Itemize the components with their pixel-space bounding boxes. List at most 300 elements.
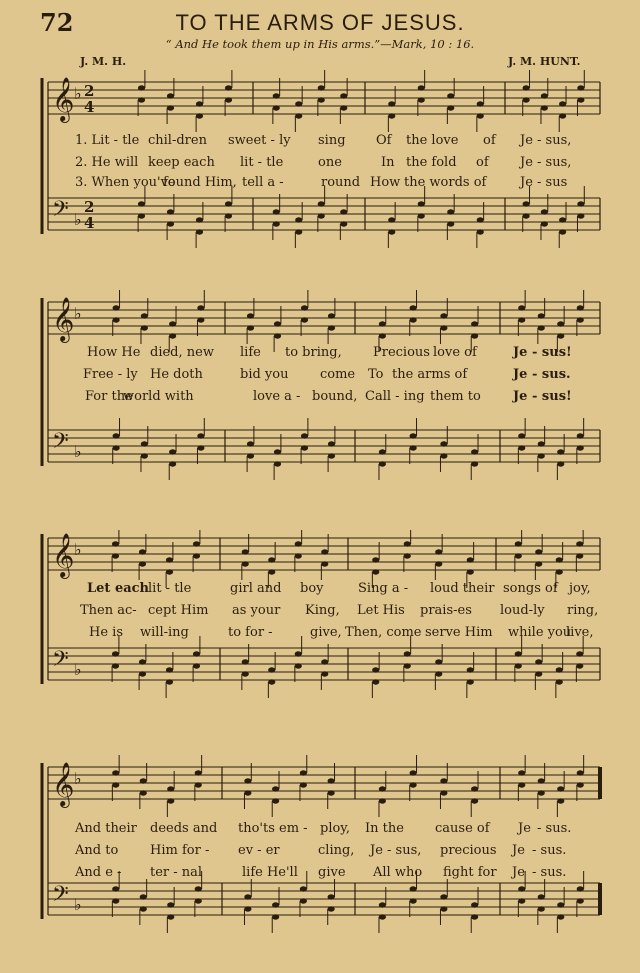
notehead [169, 449, 176, 454]
syllable: boy [300, 581, 324, 596]
syllable: He is [89, 625, 123, 640]
syllable: to for - [228, 625, 273, 640]
notehead [538, 313, 545, 318]
syllable: How He [87, 345, 141, 360]
notehead [318, 213, 325, 218]
notehead [272, 914, 279, 919]
notehead [112, 898, 119, 903]
notehead [112, 651, 119, 656]
notehead [541, 93, 548, 98]
notehead [576, 541, 583, 546]
syllable: life He'll [242, 865, 298, 880]
syllable: In the [365, 821, 404, 836]
syllable: Call - ing [365, 389, 425, 404]
notehead [538, 894, 545, 899]
notehead [557, 449, 564, 454]
syllable: deeds and [150, 821, 218, 836]
syllable: Him for - [150, 843, 210, 858]
syllable: died, new [150, 345, 214, 360]
notehead [515, 541, 522, 546]
syllable: live, [566, 625, 594, 640]
syllable: lit - tle [148, 581, 192, 596]
syllable: 1. Lit - tle [75, 133, 140, 148]
notehead [404, 663, 411, 668]
syllable: serve Him [425, 625, 493, 640]
notehead [410, 782, 417, 787]
notehead [440, 790, 447, 795]
lyricist-credit: J. M. H. [80, 55, 127, 68]
notehead [471, 461, 478, 466]
notehead [577, 445, 584, 450]
syllable: of [483, 133, 496, 148]
syllable: Je [512, 843, 525, 858]
notehead [295, 541, 302, 546]
notehead [112, 541, 119, 546]
treble-clef-icon: 𝄞 [52, 533, 75, 577]
notehead [471, 786, 478, 791]
syllable: of [476, 155, 489, 170]
notehead [379, 449, 386, 454]
notehead [440, 325, 447, 330]
notehead [138, 97, 145, 102]
notehead [541, 105, 548, 110]
notehead [467, 569, 474, 574]
notehead [247, 441, 254, 446]
notehead [340, 221, 347, 226]
syllable: And to [75, 843, 119, 858]
notehead [247, 313, 254, 318]
syllable: songs of [503, 581, 558, 596]
notehead [193, 541, 200, 546]
notehead [388, 229, 395, 234]
notehead [372, 557, 379, 562]
notehead [328, 313, 335, 318]
notehead [535, 659, 542, 664]
notehead [535, 561, 542, 566]
notehead [112, 553, 119, 558]
bass-clef-icon: 𝄢 [52, 429, 69, 459]
bass-clef-icon: 𝄢 [52, 197, 69, 227]
notehead [141, 325, 148, 330]
syllable: while you [508, 625, 572, 640]
notehead [556, 667, 563, 672]
notehead [244, 906, 251, 911]
notehead [225, 201, 232, 206]
notehead [576, 663, 583, 668]
syllable: bid you [240, 367, 289, 382]
notehead [471, 914, 478, 919]
notehead [113, 445, 120, 450]
notehead [295, 113, 302, 118]
syllable: Je - sus, [520, 133, 572, 148]
notehead [244, 790, 251, 795]
scripture-epigraph: “ And He took them up in His arms.”—Mark, 10 : 16. [165, 37, 475, 51]
flat-icon: ♭ [74, 540, 82, 559]
notehead [410, 305, 417, 310]
notehead [435, 561, 442, 566]
notehead [195, 782, 202, 787]
notehead [300, 770, 307, 775]
notehead [244, 894, 251, 899]
notehead [318, 201, 325, 206]
flat-icon: ♭ [74, 210, 82, 229]
notehead [167, 221, 174, 226]
syllable: Precious [373, 345, 430, 360]
flat-icon: ♭ [74, 442, 82, 461]
time-signature-bottom: 4 [84, 98, 95, 116]
notehead [167, 93, 174, 98]
syllable: love a - [253, 389, 301, 404]
notehead [167, 902, 174, 907]
syllable: To [368, 367, 384, 382]
notehead [169, 333, 176, 338]
notehead [447, 221, 454, 226]
music-system-1 [0, 70, 640, 250]
notehead [515, 663, 522, 668]
notehead [197, 433, 204, 438]
notehead [295, 229, 302, 234]
notehead [340, 209, 347, 214]
notehead [274, 461, 281, 466]
notehead [140, 790, 147, 795]
notehead [538, 778, 545, 783]
notehead [418, 213, 425, 218]
syllable: Let His [357, 603, 405, 618]
notehead [518, 445, 525, 450]
syllable: Je [513, 389, 528, 404]
syllable: Of [376, 133, 392, 148]
notehead [388, 101, 395, 106]
time-signature-bottom: 4 [84, 214, 95, 232]
notehead [328, 453, 335, 458]
hymn-title: TO THE ARMS OF JESUS. [175, 10, 465, 35]
syllable: the arms of [392, 367, 468, 382]
flat-icon: ♭ [74, 84, 82, 103]
notehead [242, 671, 249, 676]
notehead [197, 445, 204, 450]
notehead [440, 894, 447, 899]
syllable: Je - sus, [520, 155, 572, 170]
notehead [577, 317, 584, 322]
notehead [404, 553, 411, 558]
notehead [295, 663, 302, 668]
syllable: - sus! [532, 389, 572, 404]
notehead [138, 201, 145, 206]
notehead [471, 902, 478, 907]
notehead [138, 213, 145, 218]
notehead [404, 541, 411, 546]
notehead [139, 561, 146, 566]
bass-clef-icon: 𝄢 [52, 882, 69, 912]
notehead [167, 786, 174, 791]
syllable: Then ac- [80, 603, 137, 618]
syllable: give [318, 865, 346, 880]
notehead [541, 221, 548, 226]
flat-icon: ♭ [74, 304, 82, 323]
notehead [193, 651, 200, 656]
notehead [140, 894, 147, 899]
notehead [141, 441, 148, 446]
notehead [418, 97, 425, 102]
syllable: - sus! [532, 345, 572, 360]
syllable: ploy, [320, 821, 351, 836]
notehead [577, 886, 584, 891]
notehead [196, 101, 203, 106]
notehead [273, 221, 280, 226]
syllable: fight for [443, 865, 497, 880]
notehead [538, 325, 545, 330]
syllable: 2. He will [75, 155, 139, 170]
syllable: them to [430, 389, 481, 404]
notehead [557, 902, 564, 907]
notehead [340, 105, 347, 110]
notehead [340, 93, 347, 98]
notehead [295, 553, 302, 558]
notehead [167, 798, 174, 803]
notehead [518, 317, 525, 322]
notehead [247, 325, 254, 330]
syllable: All who [373, 865, 423, 880]
notehead [577, 201, 584, 206]
notehead [112, 886, 119, 891]
notehead [418, 85, 425, 90]
notehead [113, 433, 120, 438]
syllable: 3. When you've [75, 175, 176, 190]
syllable: love of [433, 345, 477, 360]
syllable: Je - sus [520, 175, 568, 190]
notehead [139, 659, 146, 664]
notehead [225, 85, 232, 90]
notehead [477, 101, 484, 106]
syllable: ev - er [238, 843, 280, 858]
notehead [576, 651, 583, 656]
notehead [301, 317, 308, 322]
notehead [467, 557, 474, 562]
notehead [242, 561, 249, 566]
notehead [140, 906, 147, 911]
syllable: Je [518, 821, 531, 836]
notehead [112, 770, 119, 775]
notehead [556, 679, 563, 684]
notehead [379, 786, 386, 791]
notehead [557, 786, 564, 791]
notehead [435, 549, 442, 554]
syllable: In [381, 155, 395, 170]
score-staves [0, 290, 640, 480]
notehead [328, 325, 335, 330]
notehead [193, 663, 200, 668]
notehead [295, 217, 302, 222]
notehead [139, 671, 146, 676]
notehead [535, 549, 542, 554]
notehead [471, 333, 478, 338]
notehead [328, 790, 335, 795]
notehead [272, 798, 279, 803]
time-signature-top: 2 [84, 82, 95, 100]
notehead [167, 209, 174, 214]
notehead [447, 93, 454, 98]
notehead [404, 651, 411, 656]
syllable: tell a - [242, 175, 284, 190]
notehead [300, 782, 307, 787]
syllable: Free - ly [83, 367, 138, 382]
notehead [538, 790, 545, 795]
notehead [141, 453, 148, 458]
syllable: chil-dren [148, 133, 207, 148]
notehead [557, 461, 564, 466]
notehead [556, 557, 563, 562]
notehead [169, 461, 176, 466]
notehead [518, 433, 525, 438]
notehead [576, 553, 583, 558]
notehead [410, 445, 417, 450]
notehead [167, 105, 174, 110]
notehead [557, 798, 564, 803]
notehead [379, 902, 386, 907]
notehead [435, 671, 442, 676]
notehead [140, 778, 147, 783]
notehead [169, 321, 176, 326]
notehead [388, 113, 395, 118]
flat-icon: ♭ [74, 660, 82, 679]
notehead [440, 313, 447, 318]
notehead [577, 782, 584, 787]
syllable: bound, [312, 389, 358, 404]
syllable: Then, come [345, 625, 422, 640]
notehead [471, 449, 478, 454]
notehead [518, 770, 525, 775]
syllable: tho'ts em - [238, 821, 308, 836]
notehead [138, 85, 145, 90]
syllable: cling, [318, 843, 355, 858]
notehead [372, 667, 379, 672]
notehead [274, 333, 281, 338]
notehead [379, 333, 386, 338]
flat-icon: ♭ [74, 895, 82, 914]
syllable: to bring, [285, 345, 342, 360]
notehead [467, 679, 474, 684]
syllable: Je - sus, [370, 843, 422, 858]
notehead [274, 321, 281, 326]
notehead [328, 906, 335, 911]
notehead [577, 85, 584, 90]
notehead [295, 651, 302, 656]
notehead [268, 557, 275, 562]
notehead [410, 886, 417, 891]
music-system-2 [0, 290, 640, 480]
notehead [577, 97, 584, 102]
flat-icon: ♭ [74, 769, 82, 788]
notehead [321, 671, 328, 676]
notehead [538, 441, 545, 446]
notehead [225, 213, 232, 218]
syllable: - sus. [532, 843, 567, 858]
notehead [166, 679, 173, 684]
notehead [197, 305, 204, 310]
syllable: loud their [430, 581, 495, 596]
bass-clef-icon: 𝄢 [52, 647, 69, 677]
notehead [557, 333, 564, 338]
notehead [112, 663, 119, 668]
syllable: cause of [435, 821, 490, 836]
notehead [242, 659, 249, 664]
syllable: How [370, 175, 401, 190]
syllable: come [320, 367, 356, 382]
music-system-3 [0, 530, 640, 720]
notehead [195, 886, 202, 891]
notehead [247, 453, 254, 458]
syllable: sweet - ly [228, 133, 291, 148]
notehead [523, 213, 530, 218]
notehead [418, 201, 425, 206]
notehead [328, 778, 335, 783]
notehead [523, 97, 530, 102]
notehead [410, 898, 417, 903]
syllable: For the [85, 389, 133, 404]
notehead [559, 217, 566, 222]
notehead [225, 97, 232, 102]
notehead [372, 679, 379, 684]
notehead [379, 321, 386, 326]
notehead [435, 659, 442, 664]
treble-clef-icon: 𝄞 [52, 297, 75, 341]
notehead [440, 453, 447, 458]
notehead [328, 441, 335, 446]
notehead [274, 449, 281, 454]
notehead [410, 317, 417, 322]
syllable: will-ing [140, 625, 189, 640]
notehead [410, 433, 417, 438]
notehead [471, 798, 478, 803]
notehead [523, 201, 530, 206]
notehead [379, 461, 386, 466]
notehead [538, 906, 545, 911]
syllable: the words of [404, 175, 487, 190]
notehead [139, 549, 146, 554]
syllable: King, [305, 603, 340, 618]
syllable: joy, [569, 581, 591, 596]
notehead [268, 569, 275, 574]
composer-credit: J. M. HUNT. [508, 55, 581, 68]
notehead [535, 671, 542, 676]
notehead [388, 217, 395, 222]
notehead [447, 105, 454, 110]
notehead [301, 433, 308, 438]
syllable: round [321, 175, 361, 190]
notehead [379, 914, 386, 919]
syllable: ring, [567, 603, 599, 618]
notehead [273, 105, 280, 110]
notehead [471, 321, 478, 326]
notehead [559, 101, 566, 106]
notehead [112, 782, 119, 787]
music-system-4 [0, 755, 640, 955]
notehead [166, 569, 173, 574]
syllable: as your [232, 603, 281, 618]
syllable: He doth [150, 367, 203, 382]
notehead [272, 786, 279, 791]
notehead [193, 553, 200, 558]
syllable: prais-es [420, 603, 472, 618]
notehead [272, 902, 279, 907]
notehead [538, 453, 545, 458]
notehead [268, 667, 275, 672]
notehead [559, 113, 566, 118]
notehead [518, 782, 525, 787]
notehead [541, 209, 548, 214]
notehead [301, 305, 308, 310]
notehead [518, 305, 525, 310]
